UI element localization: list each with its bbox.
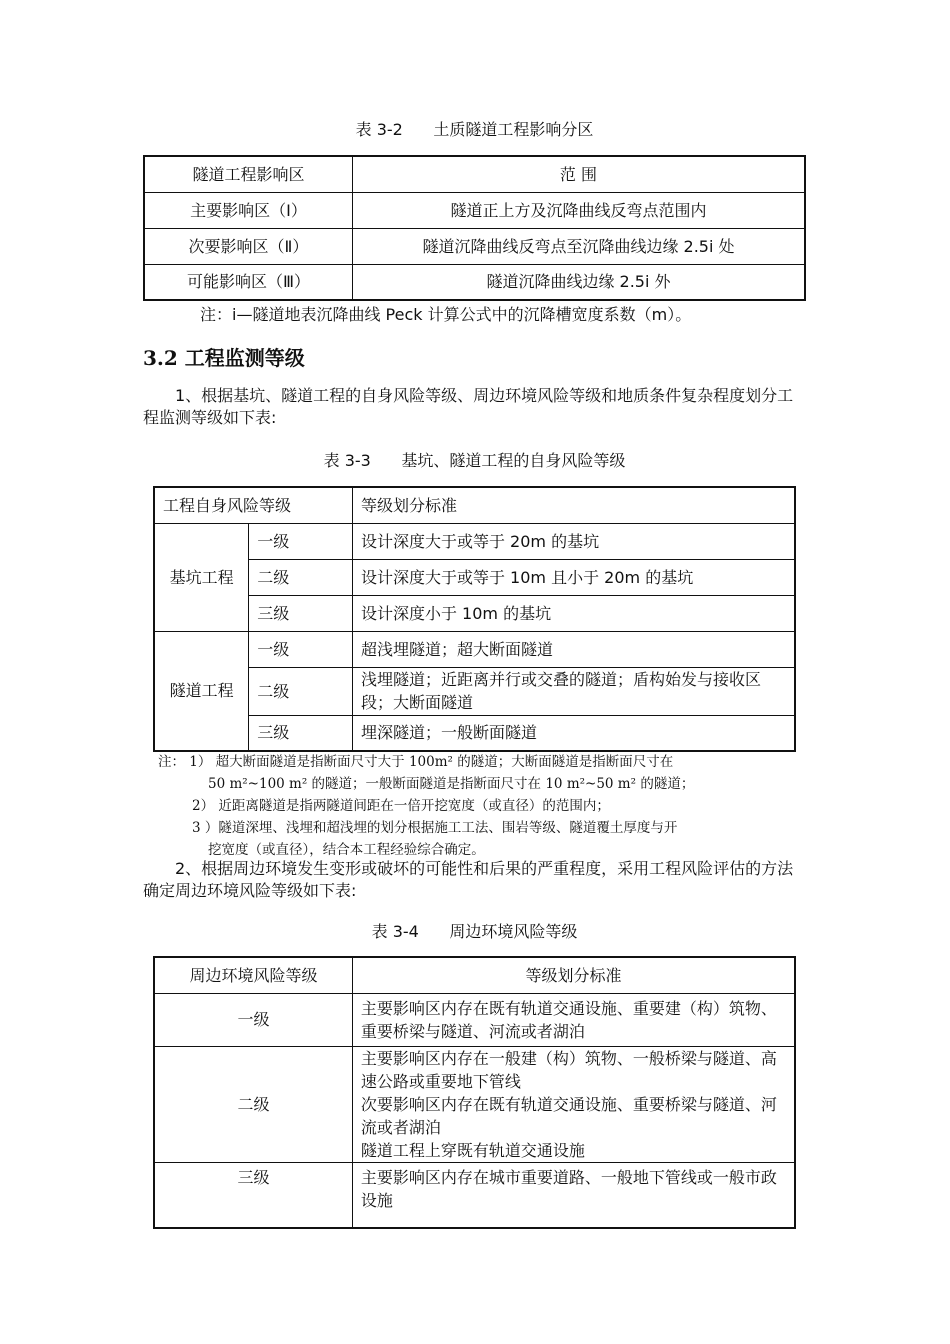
- table-cell: 二级: [249, 667, 353, 715]
- table-3-4: [153, 956, 796, 1229]
- table-header-cell: 隧道工程影响区: [144, 156, 352, 192]
- table-cell: 三级: [249, 715, 353, 751]
- table-3-4-caption: 表 3-4 周边环境风险等级: [371, 922, 578, 941]
- criteria-line: 主要影响区内存在一般建（构）筑物、一般桥梁与隧道、高速公路或重要地下管线: [360, 1048, 777, 1091]
- table-3-3-caption: 表 3-3 基坑、隧道工程的自身风险等级: [323, 451, 626, 470]
- table-cell: 二级: [249, 559, 353, 595]
- criteria-line: 隧道工程上穿既有轨道交通设施: [360, 1140, 585, 1160]
- table-3-3-note-2: 50 m²~100 m² 的隧道；一般断面隧道是指断面尺寸在 10 m²~50 m² 的隧道；: [208, 776, 695, 792]
- table-cell: 隧道沉降曲线边缘 2.5i 外: [352, 264, 805, 300]
- section-heading: 3.2 工程监测等级: [143, 346, 305, 370]
- table-cell: 隧道沉降曲线反弯点至沉降曲线边缘 2.5i 处: [352, 228, 805, 264]
- group-label-foundation-pit: 基坑工程: [154, 523, 249, 631]
- table-header-cell: 周边环境风险等级: [154, 957, 352, 993]
- table-cell: [352, 993, 795, 1046]
- table-cell: 隧道正上方及沉降曲线反弯点范围内: [352, 192, 805, 228]
- table-3-3-note-3: 2） 近距离隧道是指两隧道间距在一倍开挖宽度（或直径）的范围内；: [192, 798, 610, 814]
- table-cell: 设计深度大于或等于 10m 且小于 20m 的基坑: [352, 559, 795, 595]
- paragraph-2: 2、根据周边环境发生变形或破坏的可能性和后果的严重程度，采用工程风险评估的方法确定周边环境风险等级如下表:: [143, 859, 794, 900]
- table-cell: 一级: [249, 631, 353, 667]
- table-header-cell: 范 围: [352, 156, 805, 192]
- table-cell: 一级: [154, 993, 352, 1046]
- table-header-cell: 等级划分标准: [352, 487, 795, 523]
- table-3-2-caption: 表 3-2 土质隧道工程影响分区: [355, 120, 594, 139]
- table-cell: [352, 1046, 795, 1162]
- group-label-tunnel: 隧道工程: [154, 631, 249, 751]
- table-cell: 可能影响区（Ⅲ）: [144, 264, 352, 300]
- table-cell: 埋深隧道；一般断面隧道: [352, 715, 795, 751]
- table-cell: 设计深度大于或等于 20m 的基坑: [352, 523, 795, 559]
- table-cell: 三级: [154, 1162, 352, 1228]
- paragraph-1: 1、根据基坑、隧道工程的自身风险等级、周边环境风险等级和地质条件复杂程度划分工程监测等级如下表:: [143, 386, 794, 427]
- table-3-2: [143, 155, 806, 301]
- table-cell: 超浅埋隧道；超大断面隧道: [352, 631, 795, 667]
- table-cell: 次要影响区（Ⅱ）: [144, 228, 352, 264]
- table-header-cell: 等级划分标准: [352, 957, 795, 993]
- table-cell: 浅埋隧道；近距离并行或交叠的隧道；盾构始发与接收区段；大断面隧道: [352, 667, 795, 715]
- criteria-line: 次要影响区内存在既有轨道交通设施、重要桥梁与隧道、河流或者湖泊: [360, 1094, 777, 1137]
- table-3-3-note-1: 注： 1） 超大断面隧道是指断面尺寸大于 100m² 的隧道；大断面隧道是指断面尺寸在: [158, 754, 674, 770]
- table-3-3-note-5: 挖宽度（或直径），结合本工程经验综合确定。: [208, 842, 485, 858]
- criteria-line: 主要影响区内存在城市重要道路、一般地下管线或一般市政设施: [360, 1167, 777, 1210]
- table-3-2-note: 注：i—隧道地表沉降曲线 Peck 计算公式中的沉降槽宽度系数（m）。: [200, 305, 692, 324]
- table-cell: 三级: [249, 595, 353, 631]
- table-cell: [352, 1162, 795, 1228]
- table-cell: 一级: [249, 523, 353, 559]
- table-header-cell: 工程自身风险等级: [154, 487, 352, 523]
- criteria-line: 主要影响区内存在既有轨道交通设施、重要建（构）筑物、重要桥梁与隧道、河流或者湖泊: [360, 998, 777, 1041]
- table-cell: 设计深度小于 10m 的基坑: [352, 595, 795, 631]
- table-3-3: [153, 486, 796, 752]
- table-cell: 二级: [154, 1046, 352, 1162]
- table-cell: 主要影响区（Ⅰ）: [144, 192, 352, 228]
- table-3-3-note-4: 3 ）隧道深埋、浅埋和超浅埋的划分根据施工工法、围岩等级、隧道覆土厚度与开: [192, 820, 678, 836]
